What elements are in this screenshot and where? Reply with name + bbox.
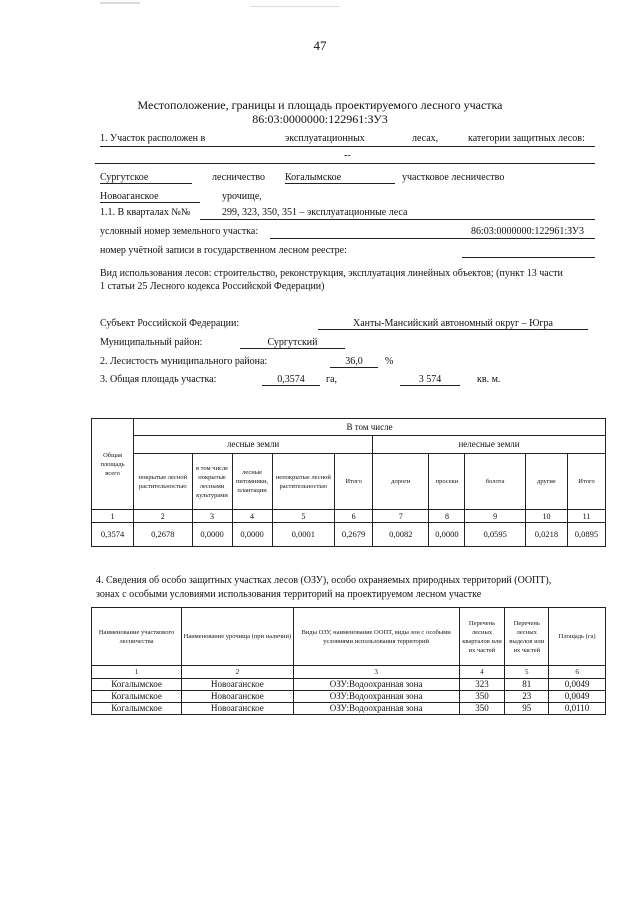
- including-header: В том числе: [134, 419, 606, 436]
- table-cell: 0,0595: [465, 523, 526, 547]
- registry-label: номер учётной записи в государственном лесном реестре:: [100, 245, 347, 256]
- col-nonforest-total: Итого: [567, 454, 605, 510]
- forest-lands-header: лесные земли: [134, 436, 373, 454]
- col-number: 6: [335, 510, 373, 523]
- m2-unit: кв. м.: [477, 374, 501, 385]
- table-cell: 0,0218: [525, 523, 567, 547]
- table-cell: 0,3574: [92, 523, 134, 547]
- table-cell: Новоаганское: [182, 691, 294, 703]
- table-cell: Новоаганское: [182, 679, 294, 691]
- header-zone-type: Виды ОЗУ, наименование ООПТ, виды зон с особыми условиями использования территорий: [293, 608, 459, 666]
- table-cell: 0,0049: [549, 691, 606, 703]
- item1-lead: 1. Участок расположен в: [100, 133, 206, 144]
- area-breakdown-table: [91, 418, 606, 547]
- municipal-value: Сургутский: [240, 337, 345, 349]
- table-cell: Когалымское: [92, 703, 182, 715]
- subject-value: Ханты-Мансийский автономный округ – Югра: [318, 318, 588, 330]
- header-allotments: Перечень лесных выделов или их частей: [505, 608, 549, 666]
- nonforest-lands-header: нелесные земли: [373, 436, 606, 454]
- table-cell: 0,0000: [192, 523, 232, 547]
- col-number: 7: [373, 510, 429, 523]
- item4-line1: 4. Сведения об особо защитных участках лесов (ОЗУ), особо охраняемых природных территорий (ООПТ),: [96, 575, 552, 586]
- col-number: 2: [182, 666, 294, 679]
- col-number: 5: [505, 666, 549, 679]
- table-cell: 0,0000: [232, 523, 272, 547]
- table-cell: 350: [459, 691, 505, 703]
- scan-mark: [250, 6, 340, 7]
- protected-areas-table: [91, 607, 606, 715]
- col-number: 1: [92, 666, 182, 679]
- col-clearings: просеки: [429, 454, 465, 510]
- area-m2: 3 574: [400, 374, 460, 386]
- col-covered: покрытые лесной растительностью: [134, 454, 192, 510]
- table-cell: ОЗУ:Водоохранная зона: [293, 679, 459, 691]
- col-number: 11: [567, 510, 605, 523]
- ha-unit: га,: [326, 374, 338, 385]
- cadastral-label: условный номер земельного участка:: [100, 226, 259, 237]
- forest-cover-unit: %: [385, 356, 394, 367]
- divider: [95, 163, 595, 164]
- table-cell: ОЗУ:Водоохранная зона: [293, 703, 459, 715]
- col-number: 6: [549, 666, 606, 679]
- table-cell: 0,2678: [134, 523, 192, 547]
- table-cell: 323: [459, 679, 505, 691]
- forests-word: лесах,: [412, 133, 439, 144]
- title-line2: 86:03:0000000:122961:ЗУ3: [252, 112, 388, 126]
- table-cell: Когалымское: [92, 679, 182, 691]
- divider: [270, 238, 595, 239]
- table-cell: 23: [505, 691, 549, 703]
- table-row: [92, 679, 606, 691]
- col-nurseries: лесные питомники, плантации: [232, 454, 272, 510]
- divider: [462, 257, 595, 258]
- tract-value: Новоаганское: [100, 191, 200, 203]
- col-number: 4: [232, 510, 272, 523]
- col-uncovered: непокрытые лесной растительностью: [272, 454, 335, 510]
- header-area: Площадь (га): [549, 608, 606, 666]
- divider: [200, 219, 595, 220]
- table-cell: Новоаганское: [182, 703, 294, 715]
- total-area-header: Общая площадь всего: [92, 419, 134, 510]
- col-forest-total: Итого: [335, 454, 373, 510]
- table-cell: 0,0110: [549, 703, 606, 715]
- table-cell: ОЗУ:Водоохранная зона: [293, 691, 459, 703]
- page-title: [60, 98, 580, 126]
- table-cell: 0,2679: [335, 523, 373, 547]
- table-cell: Когалымское: [92, 691, 182, 703]
- col-number: 2: [134, 510, 192, 523]
- cadastral-value: 86:03:0000000:122961:ЗУ3: [471, 226, 584, 237]
- table-cell: 350: [459, 703, 505, 715]
- forestry-value: Сургутское: [100, 172, 192, 184]
- col-number: 9: [465, 510, 526, 523]
- col-number: 4: [459, 666, 505, 679]
- use-text-line1: Вид использования лесов: строительство, реконструкция, эксплуатация линейных объектов; (пункт 13 части: [100, 268, 563, 279]
- col-number: 5: [272, 510, 335, 523]
- table-cell: 0,0082: [373, 523, 429, 547]
- category-label: категории защитных лесов:: [468, 133, 585, 144]
- page-number: 47: [313, 38, 327, 53]
- table-row: [92, 691, 606, 703]
- table-cell: 0,0895: [567, 523, 605, 547]
- col-number: 3: [192, 510, 232, 523]
- col-number: 8: [429, 510, 465, 523]
- table-row: [92, 703, 606, 715]
- col-roads: дороги: [373, 454, 429, 510]
- area-ha: 0,3574: [262, 374, 320, 386]
- area-label: 3. Общая площадь участка:: [100, 374, 217, 385]
- subject-label: Субъект Российской Федерации:: [100, 318, 240, 329]
- table-cell: 0,0000: [429, 523, 465, 547]
- municipal-label: Муниципальный район:: [100, 337, 203, 348]
- table-cell: 0,0049: [549, 679, 606, 691]
- col-other: другие: [525, 454, 567, 510]
- district-forestry-label: участковое лесничество: [402, 172, 505, 183]
- header-district-forestry: Наименование участкового лесничества: [92, 608, 182, 666]
- district-forestry-value: Когалымское: [285, 172, 395, 184]
- item4-line2: зонах с особыми условиями использования территорий на проектируемом лесном участке: [96, 589, 482, 600]
- scan-mark: [100, 2, 140, 4]
- table-cell: 81: [505, 679, 549, 691]
- col-number: 3: [293, 666, 459, 679]
- title-line1: Местоположение, границы и площадь проектируемого лесного участка: [137, 98, 503, 112]
- header-quarters: Перечень лесных кварталов или их частей: [459, 608, 505, 666]
- quarters-label: 1.1. В кварталах №№: [100, 207, 191, 218]
- col-swamps: болота: [465, 454, 526, 510]
- forest-cover-label: 2. Лесистость муниципального района:: [100, 356, 268, 367]
- forest-cover-value: 36,0: [330, 356, 378, 368]
- col-cultures: в том числе покрытые лесными культурами: [192, 454, 232, 510]
- tract-label: урочище,: [222, 191, 262, 202]
- category-value: --: [344, 150, 351, 161]
- col-number: 1: [92, 510, 134, 523]
- col-number: 10: [525, 510, 567, 523]
- header-tract: Наименование урочища (при наличии): [182, 608, 294, 666]
- forestry-label: лесничество: [212, 172, 265, 183]
- table-cell: 0,0001: [272, 523, 335, 547]
- quarters-value: 299, 323, 350, 351 – эксплуатационные леса: [222, 207, 408, 218]
- divider: [100, 146, 595, 147]
- table-cell: 95: [505, 703, 549, 715]
- use-text-line2: 1 статьи 25 Лесного кодекса Российской Федерации): [100, 281, 325, 292]
- forest-type: эксплуатационных: [285, 133, 365, 144]
